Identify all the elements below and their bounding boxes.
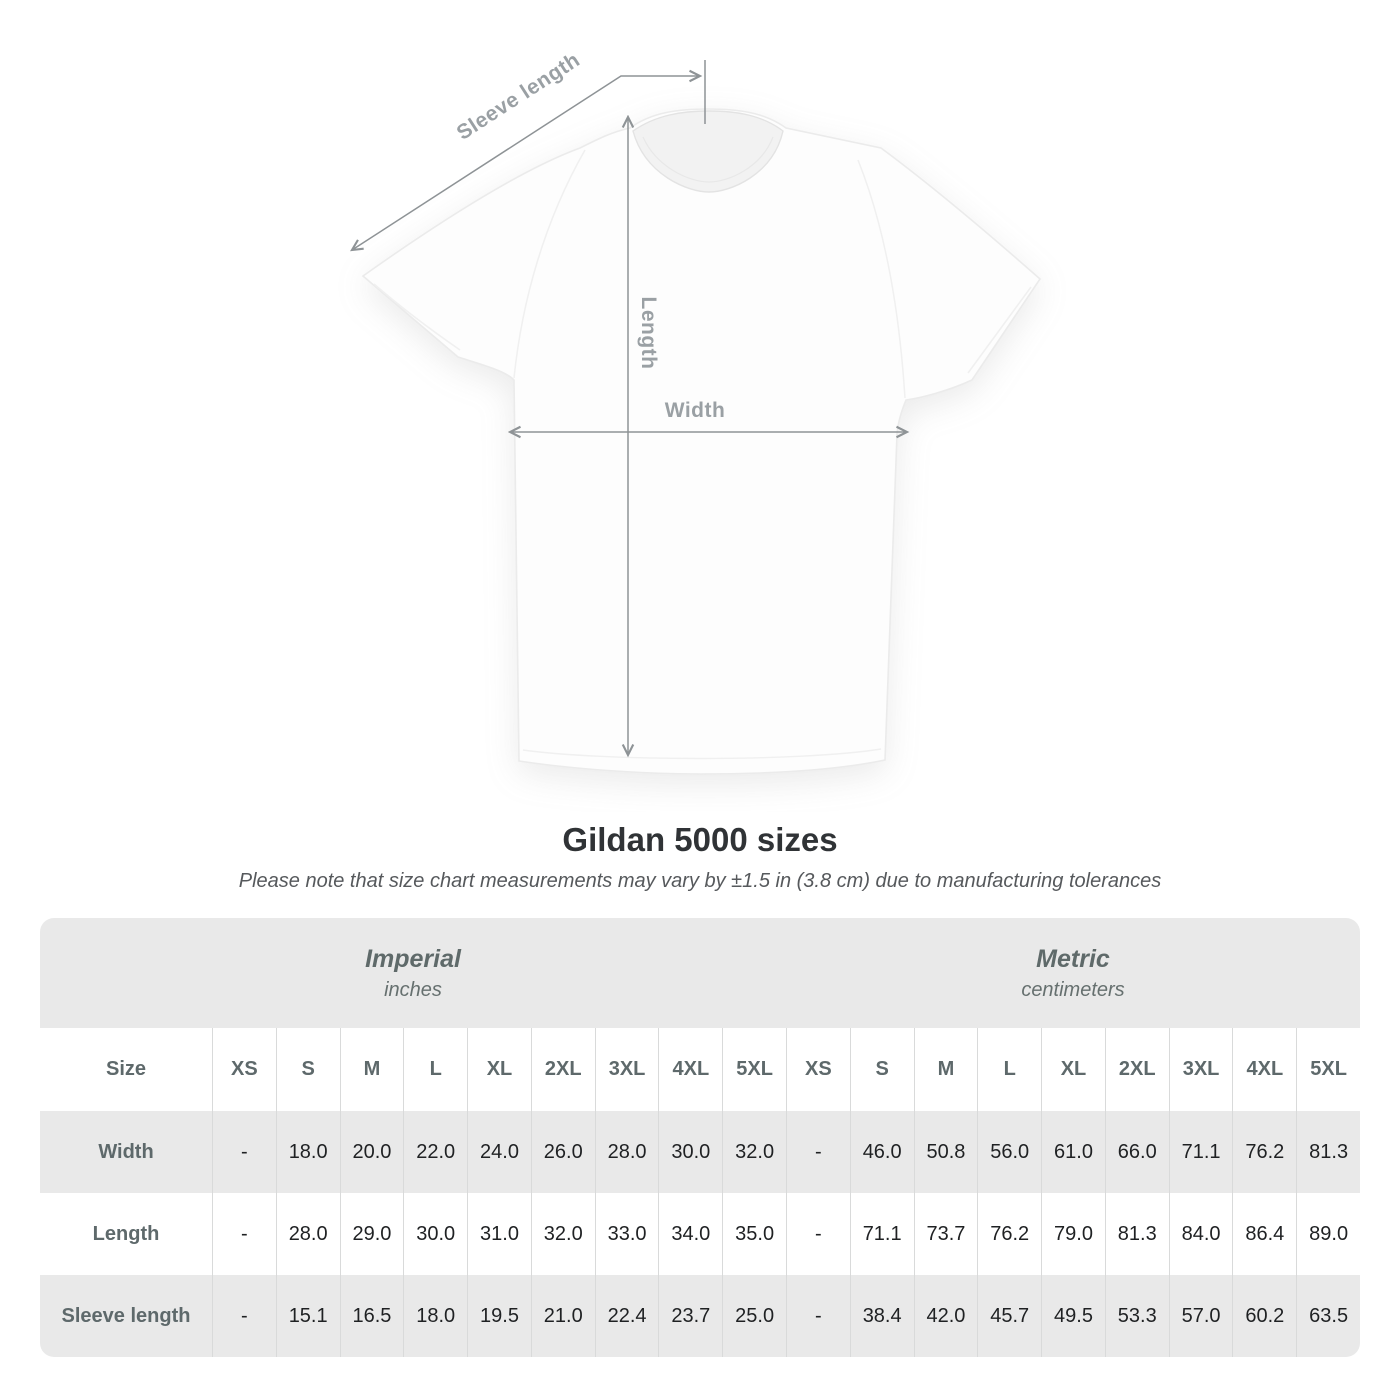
size-header-cell: S bbox=[276, 1028, 340, 1111]
row-label: Sleeve length bbox=[61, 1304, 191, 1327]
value-cell: 20.0 bbox=[340, 1111, 404, 1193]
table-row-width bbox=[40, 1111, 1360, 1193]
value-cell: 76.2 bbox=[1232, 1111, 1296, 1193]
size-header-cell: 5XL bbox=[722, 1028, 786, 1111]
value-cell: 18.0 bbox=[403, 1275, 467, 1357]
value-cell: 53.3 bbox=[1105, 1275, 1169, 1357]
value-cell: - bbox=[212, 1275, 276, 1357]
group-metric-unit: centimeters bbox=[1021, 978, 1125, 1001]
group-imperial-unit: inches bbox=[384, 978, 442, 1001]
value-cell: 56.0 bbox=[977, 1111, 1041, 1193]
size-header-cell: L bbox=[403, 1028, 467, 1111]
value-cell: 71.1 bbox=[1169, 1111, 1233, 1193]
row-label: Length bbox=[92, 1222, 160, 1245]
value-cell: 89.0 bbox=[1296, 1193, 1360, 1275]
value-cell: 81.3 bbox=[1296, 1111, 1360, 1193]
value-cell: 16.5 bbox=[340, 1275, 404, 1357]
value-cell: 60.2 bbox=[1232, 1275, 1296, 1357]
size-header-cell: XL bbox=[467, 1028, 531, 1111]
size-header-cell: L bbox=[977, 1028, 1041, 1111]
value-cell: 86.4 bbox=[1232, 1193, 1296, 1275]
value-cell: 28.0 bbox=[595, 1111, 659, 1193]
size-header-cell: 4XL bbox=[1232, 1028, 1296, 1111]
group-imperial-name: Imperial bbox=[365, 944, 461, 973]
value-cell: 45.7 bbox=[977, 1275, 1041, 1357]
group-imperial bbox=[40, 918, 786, 1028]
value-cell: 18.0 bbox=[276, 1111, 340, 1193]
size-header-cell: XS bbox=[212, 1028, 276, 1111]
tolerance-note: Please note that size chart measurements may vary by ±1.5 in (3.8 cm) due to manufacturing tolerances bbox=[238, 870, 1162, 892]
value-cell: 61.0 bbox=[1041, 1111, 1105, 1193]
size-header-cell: S bbox=[850, 1028, 914, 1111]
value-cell: 31.0 bbox=[467, 1193, 531, 1275]
value-cell: 81.3 bbox=[1105, 1193, 1169, 1275]
row-label: Width bbox=[98, 1140, 154, 1163]
value-cell: 30.0 bbox=[403, 1193, 467, 1275]
length-label: Length bbox=[637, 296, 660, 370]
value-cell: 76.2 bbox=[977, 1193, 1041, 1275]
value-cell: - bbox=[212, 1111, 276, 1193]
value-cell: 66.0 bbox=[1105, 1111, 1169, 1193]
value-cell: 50.8 bbox=[914, 1111, 978, 1193]
value-cell: 22.4 bbox=[595, 1275, 659, 1357]
value-cell: - bbox=[212, 1193, 276, 1275]
value-cell: 35.0 bbox=[722, 1193, 786, 1275]
size-header-cell: 2XL bbox=[1105, 1028, 1169, 1111]
size-header-cell: XS bbox=[786, 1028, 850, 1111]
value-cell: 57.0 bbox=[1169, 1275, 1233, 1357]
value-cell: 25.0 bbox=[722, 1275, 786, 1357]
size-header-cell: M bbox=[340, 1028, 404, 1111]
size-header-cell: M bbox=[914, 1028, 978, 1111]
table-row-length bbox=[40, 1193, 1360, 1275]
value-cell: 79.0 bbox=[1041, 1193, 1105, 1275]
size-header-cell: 3XL bbox=[595, 1028, 659, 1111]
size-header-row bbox=[40, 1028, 1360, 1111]
table-row-sleeve-length bbox=[40, 1275, 1360, 1357]
value-cell: 29.0 bbox=[340, 1193, 404, 1275]
value-cell: 38.4 bbox=[850, 1275, 914, 1357]
value-cell: 19.5 bbox=[467, 1275, 531, 1357]
value-cell: 46.0 bbox=[850, 1111, 914, 1193]
value-cell: - bbox=[786, 1275, 850, 1357]
value-cell: 15.1 bbox=[276, 1275, 340, 1357]
value-cell: 34.0 bbox=[658, 1193, 722, 1275]
value-cell: 26.0 bbox=[531, 1111, 595, 1193]
size-header-cell: 2XL bbox=[531, 1028, 595, 1111]
size-header-cell: XL bbox=[1041, 1028, 1105, 1111]
value-cell: 22.0 bbox=[403, 1111, 467, 1193]
size-header-cell: 4XL bbox=[658, 1028, 722, 1111]
value-cell: 30.0 bbox=[658, 1111, 722, 1193]
value-cell: 73.7 bbox=[914, 1193, 978, 1275]
value-cell: 32.0 bbox=[531, 1193, 595, 1275]
sleeve-length-label: Sleeve length bbox=[452, 48, 585, 145]
size-column-header: Size bbox=[105, 1058, 147, 1080]
value-cell: 84.0 bbox=[1169, 1193, 1233, 1275]
tshirt-body bbox=[363, 109, 1040, 774]
tshirt-illustration bbox=[363, 109, 1040, 774]
value-cell: 63.5 bbox=[1296, 1275, 1360, 1357]
page-title: Gildan 5000 sizes bbox=[562, 821, 838, 858]
value-cell: 42.0 bbox=[914, 1275, 978, 1357]
value-cell: 23.7 bbox=[658, 1275, 722, 1357]
value-cell: 71.1 bbox=[850, 1193, 914, 1275]
size-table bbox=[40, 918, 1360, 1357]
size-header-cell: 3XL bbox=[1169, 1028, 1233, 1111]
group-metric bbox=[786, 918, 1360, 1028]
value-cell: 32.0 bbox=[722, 1111, 786, 1193]
width-label: Width bbox=[664, 399, 726, 422]
value-cell: 24.0 bbox=[467, 1111, 531, 1193]
value-cell: - bbox=[786, 1193, 850, 1275]
value-cell: 49.5 bbox=[1041, 1275, 1105, 1357]
unit-group-band bbox=[40, 918, 1360, 1028]
value-cell: 28.0 bbox=[276, 1193, 340, 1275]
value-cell: 21.0 bbox=[531, 1275, 595, 1357]
value-cell: - bbox=[786, 1111, 850, 1193]
size-header-cell: 5XL bbox=[1296, 1028, 1360, 1111]
value-cell: 33.0 bbox=[595, 1193, 659, 1275]
group-metric-name: Metric bbox=[1036, 944, 1110, 973]
